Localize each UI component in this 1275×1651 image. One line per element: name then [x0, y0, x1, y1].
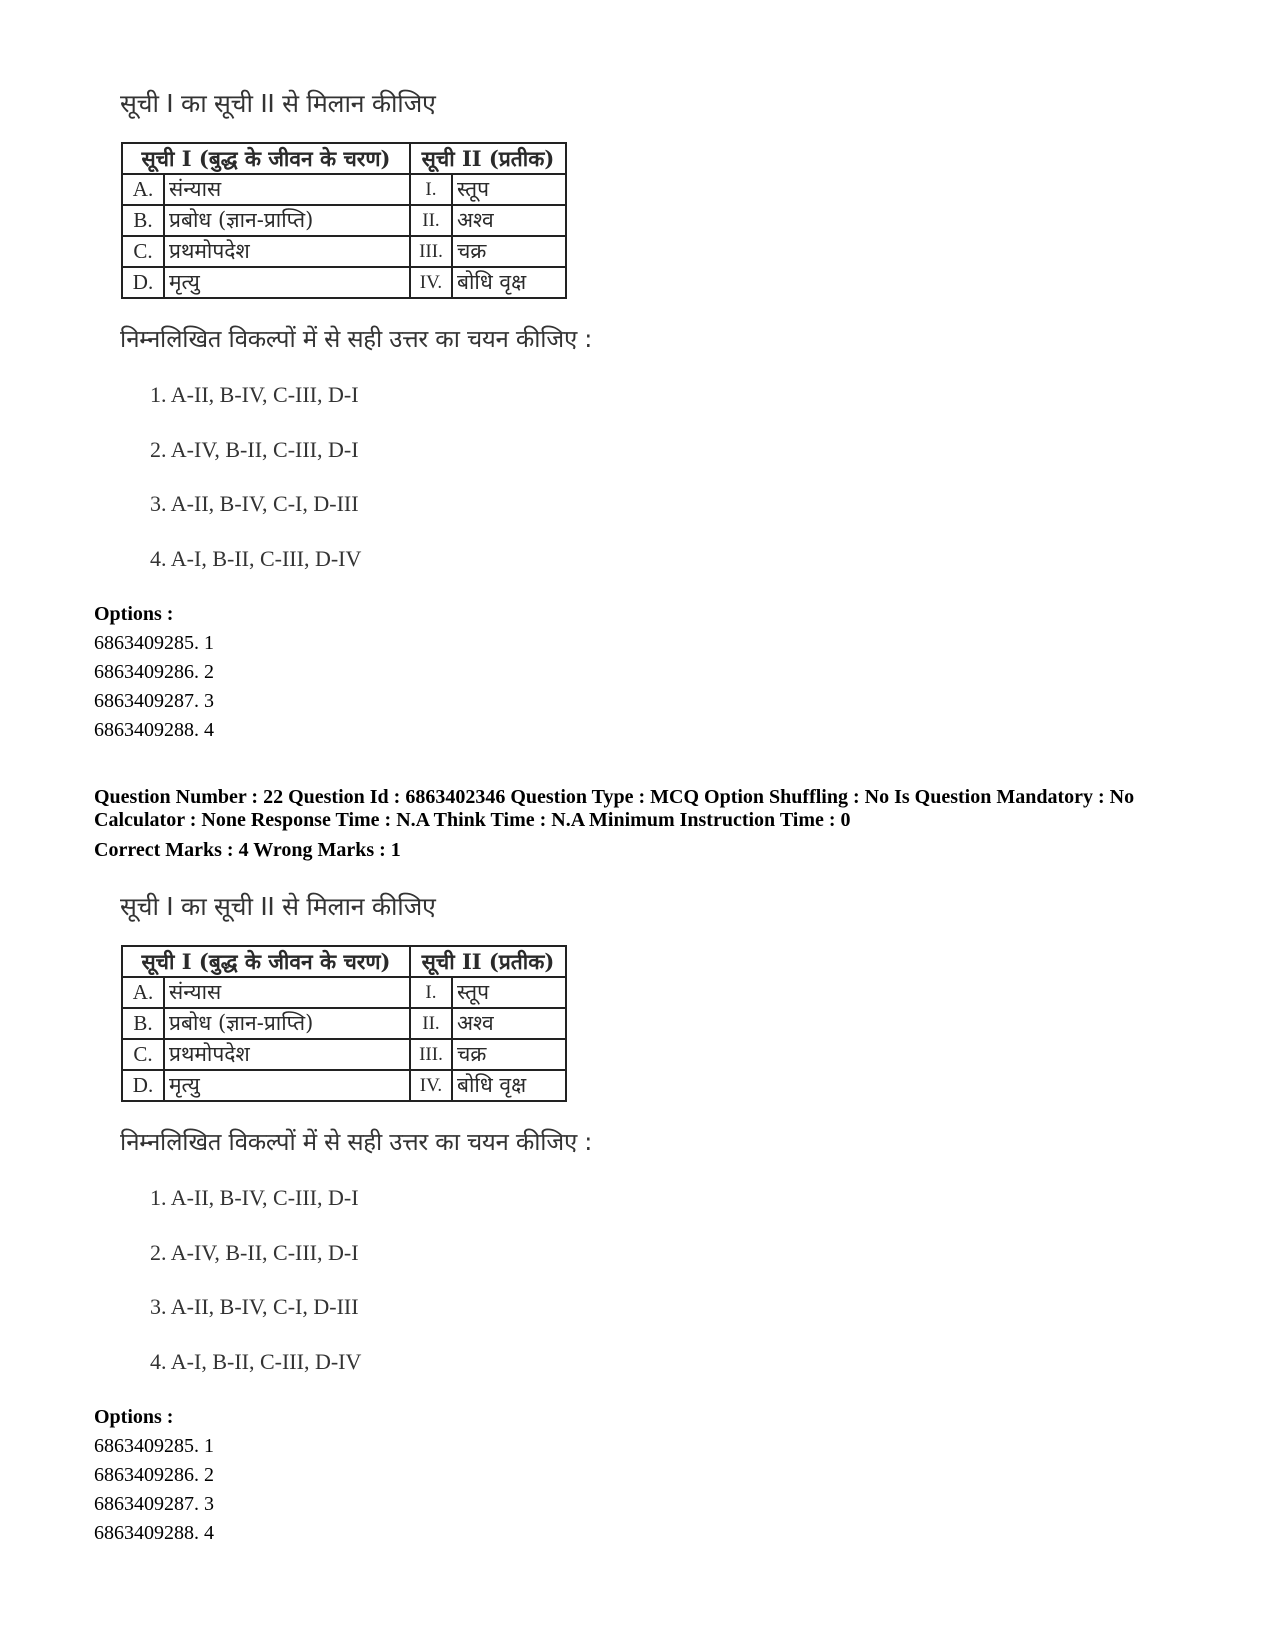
- row-left-value: प्रथमोपदेश: [164, 236, 410, 267]
- row-key: B.: [122, 205, 164, 236]
- match-instruction-title: सूची I का सूची II से मिलान कीजिए: [120, 892, 436, 921]
- row-right-value: स्तूप: [452, 977, 566, 1008]
- row-left-value: मृत्यु: [164, 1070, 410, 1101]
- option-id-line: 6863409287. 3: [94, 690, 214, 712]
- table-row: [122, 1039, 566, 1070]
- row-right-key: II.: [410, 1008, 452, 1039]
- table-row: [122, 1070, 566, 1101]
- option-id-line: 6863409285. 1: [94, 1435, 214, 1457]
- question-22-metadata: Question Number : 22 Question Id : 6863402346 Question Type : MCQ Option Shuffling : No Is Question Mandatory : No Calculator : None Response Time : N.A Think Time : N.A Minimum Instruction Time : 0: [94, 786, 1135, 831]
- option-id-line: 6863409286. 2: [94, 661, 214, 683]
- row-left-value: संन्यास: [164, 977, 410, 1008]
- match-table: [121, 142, 567, 299]
- row-right-key: IV.: [410, 1070, 452, 1101]
- answer-choice-3: 3. A-II, B-IV, C-I, D-III: [150, 1294, 359, 1319]
- row-left-value: प्रबोध (ज्ञान-प्राप्ति): [164, 1008, 410, 1039]
- row-left-value: प्रबोध (ज्ञान-प्राप्ति): [164, 205, 410, 236]
- row-key: D.: [122, 1070, 164, 1101]
- table-row: [122, 977, 566, 1008]
- choose-answer-instruction: निम्नलिखित विकल्पों में से सही उत्तर का चयन कीजिए :: [120, 1128, 593, 1156]
- answer-choice-1: 1. A-II, B-IV, C-III, D-I: [150, 1185, 359, 1210]
- answer-choice-4: 4. A-I, B-II, C-III, D-IV: [150, 1349, 362, 1374]
- list-1-header: सूची I (बुद्ध के जीवन के चरण): [122, 946, 410, 977]
- list-2-header: सूची II (प्रतीक): [410, 946, 566, 977]
- row-right-value: चक्र: [452, 236, 566, 267]
- table-row: [122, 236, 566, 267]
- match-table: [121, 945, 567, 1102]
- options-heading: Options :: [94, 1406, 174, 1428]
- row-right-key: IV.: [410, 267, 452, 298]
- row-right-key: III.: [410, 1039, 452, 1070]
- row-left-value: मृत्यु: [164, 267, 410, 298]
- row-right-value: अश्व: [452, 1008, 566, 1039]
- row-right-value: चक्र: [452, 1039, 566, 1070]
- answer-choice-1: 1. A-II, B-IV, C-III, D-I: [150, 382, 359, 407]
- choose-answer-instruction: निम्नलिखित विकल्पों में से सही उत्तर का चयन कीजिए :: [120, 325, 593, 353]
- table-row: [122, 1008, 566, 1039]
- answer-choice-2: 2. A-IV, B-II, C-III, D-I: [150, 1240, 359, 1265]
- row-right-key: I.: [410, 977, 452, 1008]
- list-2-header: सूची II (प्रतीक): [410, 143, 566, 174]
- list-1-header: सूची I (बुद्ध के जीवन के चरण): [122, 143, 410, 174]
- match-table-header: [122, 946, 566, 977]
- question-22-marks: Correct Marks : 4 Wrong Marks : 1: [94, 839, 401, 861]
- row-left-value: प्रथमोपदेश: [164, 1039, 410, 1070]
- match-instruction-title: सूची I का सूची II से मिलान कीजिए: [120, 89, 436, 118]
- option-id-line: 6863409288. 4: [94, 719, 214, 741]
- option-id-line: 6863409286. 2: [94, 1464, 214, 1486]
- answer-choice-4: 4. A-I, B-II, C-III, D-IV: [150, 546, 362, 571]
- row-key: C.: [122, 236, 164, 267]
- row-right-value: बोधि वृक्ष: [452, 1070, 566, 1101]
- row-key: A.: [122, 977, 164, 1008]
- table-row: [122, 205, 566, 236]
- answer-choice-3: 3. A-II, B-IV, C-I, D-III: [150, 491, 359, 516]
- row-key: D.: [122, 267, 164, 298]
- table-row: [122, 267, 566, 298]
- row-key: C.: [122, 1039, 164, 1070]
- match-table-header: [122, 143, 566, 174]
- row-right-value: बोधि वृक्ष: [452, 267, 566, 298]
- options-heading: Options :: [94, 603, 174, 625]
- option-id-line: 6863409287. 3: [94, 1493, 214, 1515]
- row-left-value: संन्यास: [164, 174, 410, 205]
- row-right-key: I.: [410, 174, 452, 205]
- option-id-line: 6863409288. 4: [94, 1522, 214, 1544]
- row-right-key: III.: [410, 236, 452, 267]
- row-key: B.: [122, 1008, 164, 1039]
- row-right-value: स्तूप: [452, 174, 566, 205]
- answer-choice-2: 2. A-IV, B-II, C-III, D-I: [150, 437, 359, 462]
- row-key: A.: [122, 174, 164, 205]
- option-id-line: 6863409285. 1: [94, 632, 214, 654]
- row-right-value: अश्व: [452, 205, 566, 236]
- table-row: [122, 174, 566, 205]
- row-right-key: II.: [410, 205, 452, 236]
